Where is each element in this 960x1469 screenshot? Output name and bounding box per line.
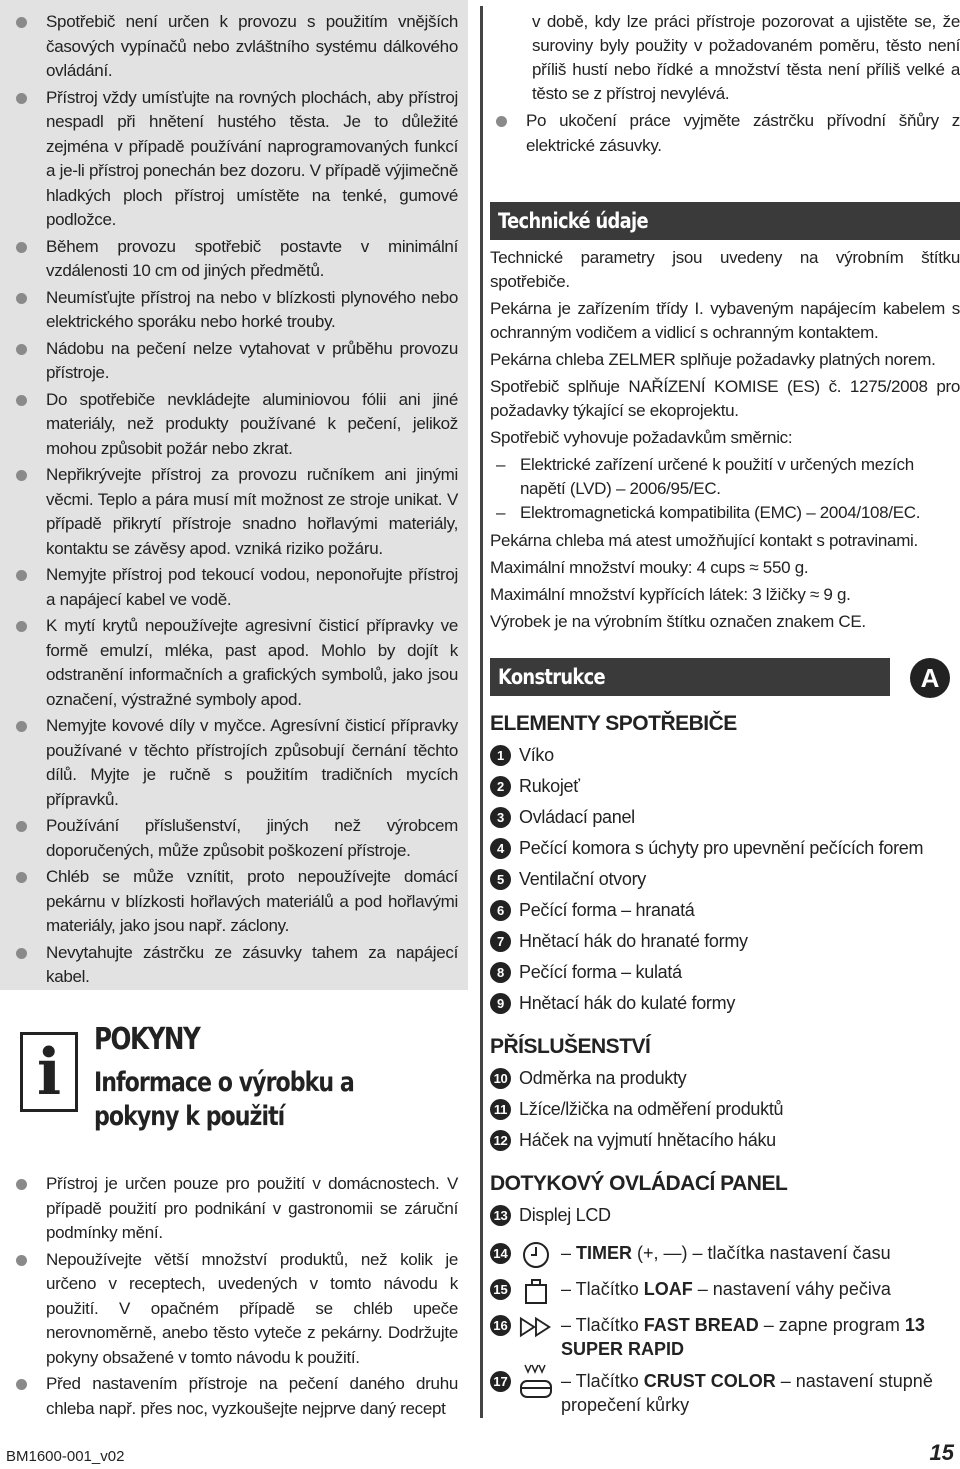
item-number: 1 [490,745,511,766]
list-item: Do spotřebiče nevkládejte aluminiovou fólii ani jiné materiály, než produkty používané k pečení, jelikož mohou způsobit požár nebo zkrat. [10,388,458,462]
item-number: 16 [490,1315,511,1336]
pokyny-list [10,1172,458,1421]
fast-forward-icon [519,1313,553,1341]
item-label: Pečící komora s úchyty pro upevnění pečících forem [519,838,924,858]
list-item: Nepoužívejte větší množství produktů, než kolik je určeno v receptech, uvedených v tomto návodu k použití. V opačném případě se chléb upeče nerovnoměrně, anebo těsto vyteče z pekárny. Dodržujte pokyny obsažené v tomto návodu k použití. [10,1248,458,1371]
safety-list [10,10,458,990]
paragraph: Maximální množství kypřících látek: 3 lžičky ≈ 9 g. [490,585,851,604]
paragraph: Technické parametry jsou uvedeny na výrobním štítku spotřebiče. [490,248,960,291]
list-item [490,771,960,802]
list-item [490,1125,960,1156]
item-number: 12 [490,1130,511,1151]
list-item [490,895,960,926]
paragraph: Maximální množství mouky: 4 cups ≈ 550 g. [490,558,809,577]
control-item [490,1313,960,1361]
info-icon: i [20,1032,78,1112]
pokyny-title: POKYNY [94,1022,200,1057]
panel-title: DOTYKOVÝ OVLÁDACÍ PANEL [490,1172,788,1195]
item-label: Víko [519,745,554,765]
list-item: Přístroj je určen pouze pro použití v domácnostech. V případě použití pro podnikání v gastronomii se záruční podmínky mění. [10,1172,458,1246]
paragraph: Pekárna chleba ZELMER splňuje požadavky platných norem. [490,350,936,369]
right-column [490,0,960,1425]
list-item: – Elektrické zařízení určené k použití v určených mezích napětí (LVD) – 2006/95/EC. [490,453,960,501]
list-item [490,740,960,771]
accessories-list [490,1063,960,1156]
tech-section [490,246,960,634]
paragraph: Spotřebič splňuje NAŘÍZENÍ KOMISE (ES) č. 1275/2008 pro požadavky týkající se ekoprojektu. [490,377,960,420]
list-item: Používání příslušenství, jiných než výrobcem doporučených, může způsobit poškození přístroje. [10,814,458,863]
control-item [490,1277,960,1305]
tech-heading: Technické údaje [490,202,960,240]
item-number: 5 [490,869,511,890]
item-number: 6 [490,900,511,921]
list-item [490,988,960,1019]
list-item [490,802,960,833]
list-item: Neumísťujte přístroj na nebo v blízkosti plynového nebo elektrického sporáku nebo horké trouby. [10,286,458,335]
display-list [490,1200,960,1231]
left-column [0,0,468,1423]
list-item: Nepřikrývejte přístroj za provozu ručníkem ani jinými věcmi. Teplo a pára musí mít možnost ze stroje unikat. V případě přikrytí přístroje snadno hořlavými materiály, kontaktu se závěsy apod. vzniká riziko požáru. [10,463,458,561]
item-label: Háček na vyjmutí hnětacího háku [519,1130,776,1150]
list-item: Nemyjte přístroj pod tekoucí vodou, neponořujte přístroj a napájecí kabel ve vodě. [10,563,458,612]
item-label: Pečící forma – hranatá [519,900,695,920]
list-item: – Elektromagnetická kompatibilita (EMC) – 2004/108/EC. [490,501,960,525]
control-label: – Tlačítko LOAF – nastavení váhy pečiva [561,1279,891,1299]
figure-letter-badge: A [910,658,950,698]
safety-box [0,0,468,990]
item-number: 9 [490,993,511,1014]
loaf-icon [519,1277,553,1305]
control-item [490,1369,960,1417]
list-item [490,926,960,957]
paragraph: Výrobek je na výrobním štítku označen znakem CE. [490,612,866,631]
list-item: Chléb se může vznítit, proto nepoužívejte domácí pekárnu v blízkosti hořlavých materiálů a pod hořlavými materiály, jako jsou např. záclony. [10,865,458,939]
item-number: 10 [490,1068,511,1089]
list-item: Nemyjte kovové díly v myčce. Agresívní čisticí přípravky používané v těchto přístrojích způsobují černání těchto dílů. Myjte je ručně s použitím tradičních mycích přípravků. [10,714,458,812]
elements-list [490,740,960,1019]
list-item: K mytí krytů nepoužívejte agresivní čisticí přípravky ve formě emulzí, mléka, past apod. Mohlo by dojít k odstranění informačních a grafických symbolů, jako jsou označení, výstražné symboly apod. [10,614,458,712]
item-label: Ventilační otvory [519,869,646,889]
paragraph: Pekárna je zařízením třídy I. vybaveným napájecím kabelem s ochranným vodičem a vidlicí s ochranným kontaktem. [490,299,960,342]
clock-icon [519,1241,553,1269]
list-item [490,1063,960,1094]
pokyny-subtitle: Informace o výrobku a pokyny k použití [94,1067,354,1132]
item-number: 7 [490,931,511,952]
list-item [490,1200,960,1231]
item-label: Odměrka na produkty [519,1068,687,1088]
list-item [490,1094,960,1125]
column-divider [480,6,483,1418]
item-number: 3 [490,807,511,828]
paragraph: Pekárna chleba má atest umožňující kontakt s potravinami. [490,531,918,550]
item-label: Hnětací hák do hranaté formy [519,931,748,951]
konstrukce-header [490,658,960,696]
list-item: Nevytahujte zástrčku ze zásuvky tahem za napájecí kabel. [10,941,458,990]
crust-icon [519,1369,553,1397]
elements-title: ELEMENTY SPOTŘEBIČE [490,712,737,735]
pokyny-header [0,1022,468,1172]
item-label: Displej LCD [519,1205,611,1225]
item-number: 2 [490,776,511,797]
list-item [490,833,960,864]
list-item: Nádobu na pečení nelze vytahovat v průběhu provozu přístroje. [10,337,458,386]
item-number: 14 [490,1243,511,1264]
list-item: Před nastavením přístroje na pečení daného druhu chleba např. přes noc, vyzkoušejte nejprve daný recept [10,1372,458,1421]
item-label: Pečící forma – kulatá [519,962,682,982]
list-item: Po ukočení práce vyjměte zástrčku přívodní šňůry z elektrické zásuvky. [490,109,960,158]
item-number: 17 [490,1371,511,1392]
paragraph: Spotřebič vyhovuje požadavkům směrnic: [490,428,793,447]
document-code: BM1600-001_v02 [6,1448,125,1465]
right-top-list [490,109,960,158]
control-item [490,1241,960,1269]
control-label: – TIMER (+, —) – tlačítka nastavení času [561,1243,891,1263]
item-label: Hnětací hák do kulaté formy [519,993,736,1013]
directive-list [490,453,960,525]
list-item: Během provozu spotřebič postavte v minimální vzdálenosti 10 cm od jiných předmětů. [10,235,458,284]
item-number: 8 [490,962,511,983]
controls-list [490,1241,960,1417]
list-item [490,864,960,895]
item-number: 15 [490,1279,511,1300]
pokyny-body [0,1172,468,1421]
item-number: 13 [490,1205,511,1226]
konstrukce-heading: Konstrukce [490,658,890,696]
right-top-text: v době, kdy lze práci přístroje pozorovat a ujistěte se, že suroviny byly použity v požadovaném poměru, těsto není příliš hustí nebo řídké a množství těsta není příliš velké a těsto se z přístroj nevylévá. [532,12,960,103]
item-label: Ovládací panel [519,807,635,827]
item-number: 4 [490,838,511,859]
list-item: Přístroj vždy umísťujte na rovných plochách, aby přístroj nespadl při hnětení hustého těsta. Je to důležité zejména v případě používání naprogramovaných funkcí a je-li přístroj ponechán bez dozoru. V případě výjimečně hladkých ploch přístroj umístěte na tenké, gumové podložce. [10,86,458,233]
control-label: – Tlačítko FAST BREAD – zapne program 13 SUPER RAPID [561,1315,925,1359]
item-number: 11 [490,1099,511,1120]
list-item: Spotřebič není určen k provozu s použitím vnějších časových vypínačů nebo zvláštního systému dálkového ovládání. [10,10,458,84]
item-label: Lžíce/lžička na odměření produktů [519,1099,784,1119]
list-item [490,957,960,988]
accessories-title: PŘÍSLUŠENSTVÍ [490,1035,651,1058]
page-number: 15 [929,1440,954,1465]
control-label: – Tlačítko CRUST COLOR – nastavení stupně propečení kůrky [561,1371,933,1415]
item-label: Rukojeť [519,776,580,796]
